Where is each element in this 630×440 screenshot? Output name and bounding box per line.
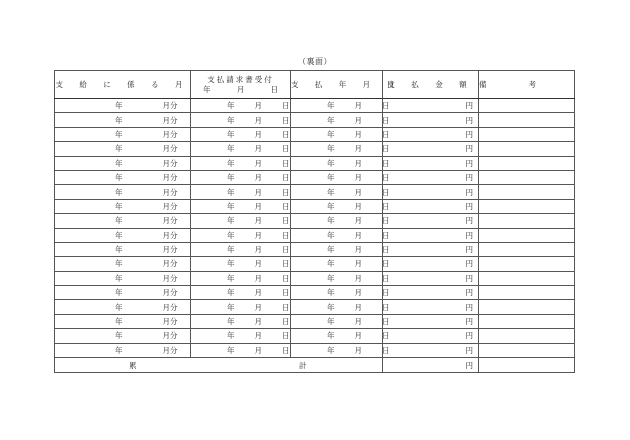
pay-date-cell[interactable] <box>291 170 390 184</box>
remarks-cell[interactable] <box>479 286 575 300</box>
period-year-unit: 年 <box>115 187 123 197</box>
receipt-year-unit: 年 <box>227 273 235 283</box>
pay-date-cell[interactable] <box>291 329 390 343</box>
pay-date-cell[interactable] <box>291 142 390 156</box>
receipt-date-cell[interactable] <box>191 156 291 170</box>
pay-year-unit: 年 <box>327 187 335 197</box>
period-month-unit: 月分 <box>162 216 178 226</box>
payment-ledger-table <box>54 70 575 373</box>
period-year-unit: 年 <box>115 273 123 283</box>
receipt-year-unit: 年 <box>227 158 235 168</box>
receipt-date-cell[interactable] <box>191 257 291 271</box>
period-month-unit: 月分 <box>162 273 178 283</box>
receipt-date-cell[interactable] <box>191 329 291 343</box>
pay-date-cell[interactable] <box>291 199 390 213</box>
remarks-cell[interactable] <box>479 300 575 314</box>
period-cell[interactable] <box>55 228 191 242</box>
period-cell[interactable] <box>55 300 191 314</box>
receipt-year-unit: 年 <box>227 245 235 255</box>
pay-day-unit: 日 <box>382 144 390 154</box>
pay-date-cell[interactable] <box>291 228 390 242</box>
period-month-unit: 月分 <box>162 230 178 240</box>
pay-day-unit: 日 <box>382 331 390 341</box>
receipt-day-unit: 日 <box>282 273 290 283</box>
cumulative-label-cell <box>55 358 383 373</box>
pay-day-unit: 日 <box>382 216 390 226</box>
receipt-year-unit: 年 <box>227 173 235 183</box>
receipt-year-unit: 年 <box>227 331 235 341</box>
pay-date-cell[interactable] <box>291 257 390 271</box>
remarks-cell[interactable] <box>479 228 575 242</box>
yen-unit: 円 <box>465 101 473 111</box>
receipt-day-unit: 日 <box>282 101 290 111</box>
ledger-row <box>55 199 575 213</box>
pay-date-cell[interactable] <box>291 156 390 170</box>
cumulative-label-b: 計 <box>299 361 307 371</box>
period-year-unit: 年 <box>115 144 123 154</box>
pay-year-unit: 年 <box>327 259 335 269</box>
receipt-day-unit: 日 <box>282 345 290 355</box>
header-receipt-year: 年 <box>203 84 211 94</box>
pay-date-cell[interactable] <box>291 300 390 314</box>
cumulative-amount-cell[interactable]: 円 <box>383 358 479 373</box>
header-period: 支 給 に 係 る 月 <box>55 71 191 99</box>
receipt-month-unit: 月 <box>254 115 262 125</box>
header-remarks-b: 考 <box>528 80 536 89</box>
remarks-cell[interactable] <box>479 199 575 213</box>
receipt-month-unit: 月 <box>254 317 262 327</box>
yen-unit: 円 <box>465 129 473 139</box>
receipt-date-cell[interactable] <box>191 199 291 213</box>
ledger-row <box>55 113 575 127</box>
receipt-year-unit: 年 <box>227 216 235 226</box>
receipt-day-unit: 日 <box>282 158 290 168</box>
header-remarks <box>479 71 575 99</box>
amount-cell[interactable] <box>383 300 479 314</box>
remarks-cell[interactable] <box>479 113 575 127</box>
period-year-unit: 年 <box>115 129 123 139</box>
pay-month-unit: 月 <box>354 331 362 341</box>
amount-cell[interactable] <box>383 99 479 113</box>
pay-day-unit: 日 <box>382 173 390 183</box>
page-side-label: （裏面） <box>298 57 332 66</box>
receipt-day-unit: 日 <box>282 230 290 240</box>
receipt-month-unit: 月 <box>254 101 262 111</box>
period-month-unit: 月分 <box>162 201 178 211</box>
ledger-row <box>55 329 575 343</box>
receipt-day-unit: 日 <box>282 216 290 226</box>
receipt-month-unit: 月 <box>254 259 262 269</box>
yen-unit: 円 <box>465 345 473 355</box>
pay-day-unit: 日 <box>382 317 390 327</box>
ledger-row <box>55 257 575 271</box>
receipt-day-unit: 日 <box>282 144 290 154</box>
yen-unit: 円 <box>465 187 473 197</box>
period-year-unit: 年 <box>115 201 123 211</box>
period-year-unit: 年 <box>115 259 123 269</box>
receipt-month-unit: 月 <box>254 302 262 312</box>
receipt-date-cell[interactable] <box>191 228 291 242</box>
ledger-row <box>55 142 575 156</box>
pay-day-unit: 日 <box>382 158 390 168</box>
remarks-cell[interactable] <box>479 99 575 113</box>
amount-cell[interactable] <box>383 242 479 256</box>
pay-month-unit: 月 <box>354 288 362 298</box>
receipt-day-unit: 日 <box>282 187 290 197</box>
pay-year-unit: 年 <box>327 345 335 355</box>
pay-day-unit: 日 <box>382 101 390 111</box>
period-month-unit: 月分 <box>162 158 178 168</box>
amount-cell[interactable] <box>383 286 479 300</box>
pay-month-unit: 月 <box>354 230 362 240</box>
receipt-date-cell[interactable] <box>191 127 291 141</box>
receipt-year-unit: 年 <box>227 345 235 355</box>
receipt-date-cell[interactable] <box>191 142 291 156</box>
pay-month-unit: 月 <box>354 129 362 139</box>
pay-month-unit: 月 <box>354 201 362 211</box>
period-year-unit: 年 <box>115 230 123 240</box>
pay-month-unit: 月 <box>354 158 362 168</box>
pay-year-unit: 年 <box>327 230 335 240</box>
amount-cell[interactable] <box>383 156 479 170</box>
receipt-year-unit: 年 <box>227 230 235 240</box>
remarks-cell[interactable] <box>479 214 575 228</box>
cumulative-remarks-cell[interactable] <box>479 358 575 373</box>
pay-month-unit: 月 <box>354 187 362 197</box>
pay-month-unit: 月 <box>354 345 362 355</box>
header-row <box>55 71 575 99</box>
receipt-month-unit: 月 <box>254 345 262 355</box>
receipt-date-cell[interactable] <box>191 314 291 328</box>
period-cell[interactable] <box>55 314 191 328</box>
amount-cell[interactable] <box>383 113 479 127</box>
amount-cell[interactable] <box>383 271 479 285</box>
pay-date-cell[interactable] <box>291 214 390 228</box>
remarks-cell[interactable] <box>479 185 575 199</box>
remarks-cell[interactable] <box>479 156 575 170</box>
yen-unit: 円 <box>465 201 473 211</box>
header-receipt-month: 月 <box>236 84 245 94</box>
period-cell[interactable] <box>55 185 191 199</box>
pay-month-unit: 月 <box>354 302 362 312</box>
period-cell[interactable] <box>55 271 191 285</box>
pay-year-unit: 年 <box>327 173 335 183</box>
pay-date-cell[interactable] <box>291 113 390 127</box>
period-cell[interactable] <box>55 113 191 127</box>
period-month-unit: 月分 <box>162 245 178 255</box>
yen-unit: 円 <box>465 273 473 283</box>
receipt-day-unit: 日 <box>282 115 290 125</box>
yen-unit: 円 <box>465 317 473 327</box>
pay-date-cell[interactable] <box>291 343 390 357</box>
receipt-day-unit: 日 <box>282 245 290 255</box>
yen-unit: 円 <box>465 288 473 298</box>
yen-unit: 円 <box>465 230 473 240</box>
period-year-unit: 年 <box>115 345 123 355</box>
pay-month-unit: 月 <box>354 259 362 269</box>
receipt-year-unit: 年 <box>227 115 235 125</box>
amount-cell[interactable] <box>383 199 479 213</box>
remarks-cell[interactable] <box>479 242 575 256</box>
amount-cell[interactable] <box>383 214 479 228</box>
period-cell[interactable] <box>55 329 191 343</box>
receipt-day-unit: 日 <box>282 259 290 269</box>
ledger-row <box>55 170 575 184</box>
ledger-row <box>55 185 575 199</box>
amount-cell[interactable] <box>383 257 479 271</box>
pay-year-unit: 年 <box>327 115 335 125</box>
receipt-date-cell[interactable] <box>191 170 291 184</box>
header-amount: 支 払 金 額 <box>383 71 479 99</box>
receipt-month-unit: 月 <box>254 187 262 197</box>
remarks-cell[interactable] <box>479 257 575 271</box>
pay-year-unit: 年 <box>327 245 335 255</box>
receipt-month-unit: 月 <box>254 144 262 154</box>
pay-month-unit: 月 <box>354 245 362 255</box>
period-month-unit: 月分 <box>162 259 178 269</box>
receipt-year-unit: 年 <box>227 201 235 211</box>
pay-year-unit: 年 <box>327 129 335 139</box>
receipt-date-cell[interactable] <box>191 286 291 300</box>
header-pay-date: 支 払 年 月 日 <box>291 71 383 99</box>
amount-cell[interactable] <box>383 127 479 141</box>
remarks-cell[interactable] <box>479 329 575 343</box>
pay-day-unit: 日 <box>382 345 390 355</box>
pay-date-cell[interactable] <box>291 314 390 328</box>
receipt-month-unit: 月 <box>254 216 262 226</box>
remarks-cell[interactable] <box>479 314 575 328</box>
period-month-unit: 月分 <box>162 331 178 341</box>
period-year-unit: 年 <box>115 158 123 168</box>
period-year-unit: 年 <box>115 115 123 125</box>
period-cell[interactable] <box>55 242 191 256</box>
yen-unit: 円 <box>465 144 473 154</box>
receipt-day-unit: 日 <box>282 331 290 341</box>
receipt-year-unit: 年 <box>227 144 235 154</box>
pay-month-unit: 月 <box>354 144 362 154</box>
pay-year-unit: 年 <box>327 101 335 111</box>
period-cell[interactable] <box>55 156 191 170</box>
pay-year-unit: 年 <box>327 273 335 283</box>
pay-day-unit: 日 <box>382 201 390 211</box>
yen-unit: 円 <box>465 302 473 312</box>
pay-date-cell[interactable] <box>291 99 390 113</box>
amount-cell[interactable] <box>383 228 479 242</box>
receipt-date-cell[interactable] <box>191 185 291 199</box>
period-year-unit: 年 <box>115 317 123 327</box>
receipt-day-unit: 日 <box>282 173 290 183</box>
header-receipt-title: 支払請求書受付 <box>207 74 274 84</box>
receipt-date-cell[interactable] <box>191 271 291 285</box>
ledger-row <box>55 300 575 314</box>
pay-day-unit: 日 <box>382 129 390 139</box>
receipt-date-cell[interactable] <box>191 214 291 228</box>
period-month-unit: 月分 <box>162 345 178 355</box>
pay-day-unit: 日 <box>382 230 390 240</box>
receipt-month-unit: 月 <box>254 245 262 255</box>
ledger-row <box>55 99 575 113</box>
receipt-month-unit: 月 <box>254 288 262 298</box>
pay-month-unit: 月 <box>354 216 362 226</box>
receipt-date-cell[interactable] <box>191 99 291 113</box>
receipt-day-unit: 日 <box>282 317 290 327</box>
period-year-unit: 年 <box>115 101 123 111</box>
period-month-unit: 月分 <box>162 317 178 327</box>
receipt-day-unit: 日 <box>282 288 290 298</box>
pay-year-unit: 年 <box>327 216 335 226</box>
receipt-month-unit: 月 <box>254 201 262 211</box>
header-receipt-date <box>191 71 291 99</box>
pay-day-unit: 日 <box>382 273 390 283</box>
pay-month-unit: 月 <box>354 173 362 183</box>
yen-unit: 円 <box>465 216 473 226</box>
receipt-date-cell[interactable] <box>191 343 291 357</box>
receipt-month-unit: 月 <box>254 129 262 139</box>
receipt-year-unit: 年 <box>227 288 235 298</box>
period-year-unit: 年 <box>115 216 123 226</box>
period-year-unit: 年 <box>115 302 123 312</box>
ledger-body <box>55 99 575 358</box>
period-year-unit: 年 <box>115 331 123 341</box>
amount-cell[interactable] <box>383 343 479 357</box>
receipt-day-unit: 日 <box>282 201 290 211</box>
pay-month-unit: 月 <box>354 115 362 125</box>
yen-unit: 円 <box>465 158 473 168</box>
ledger-row <box>55 242 575 256</box>
amount-cell[interactable] <box>383 170 479 184</box>
period-year-unit: 年 <box>115 288 123 298</box>
pay-day-unit: 日 <box>382 288 390 298</box>
pay-date-cell[interactable] <box>291 185 390 199</box>
receipt-month-unit: 月 <box>254 158 262 168</box>
pay-year-unit: 年 <box>327 302 335 312</box>
pay-day-unit: 日 <box>382 259 390 269</box>
ledger-row <box>55 314 575 328</box>
period-cell[interactable] <box>55 170 191 184</box>
remarks-cell[interactable] <box>479 343 575 357</box>
amount-cell[interactable] <box>383 314 479 328</box>
yen-unit: 円 <box>465 245 473 255</box>
period-cell[interactable] <box>55 214 191 228</box>
receipt-date-cell[interactable] <box>191 242 291 256</box>
ledger-row <box>55 271 575 285</box>
receipt-year-unit: 年 <box>227 302 235 312</box>
cumulative-label-a: 累 <box>129 361 137 371</box>
pay-day-unit: 日 <box>382 245 390 255</box>
receipt-day-unit: 日 <box>282 302 290 312</box>
pay-year-unit: 年 <box>327 331 335 341</box>
header-receipt-day: 日 <box>270 84 278 94</box>
yen-unit: 円 <box>465 115 473 125</box>
period-year-unit: 年 <box>115 173 123 183</box>
receipt-month-unit: 月 <box>254 273 262 283</box>
period-cell[interactable] <box>55 343 191 357</box>
amount-cell[interactable] <box>383 185 479 199</box>
period-month-unit: 月分 <box>162 101 178 111</box>
yen-unit: 円 <box>465 331 473 341</box>
amount-cell[interactable] <box>383 142 479 156</box>
header-remarks-a: 備 <box>479 80 487 89</box>
period-month-unit: 月分 <box>162 129 178 139</box>
pay-date-cell[interactable] <box>291 127 390 141</box>
pay-year-unit: 年 <box>327 144 335 154</box>
receipt-year-unit: 年 <box>227 317 235 327</box>
pay-date-cell[interactable] <box>291 242 390 256</box>
period-month-unit: 月分 <box>162 302 178 312</box>
ledger-row <box>55 343 575 357</box>
period-month-unit: 月分 <box>162 144 178 154</box>
pay-year-unit: 年 <box>327 288 335 298</box>
pay-month-unit: 月 <box>354 317 362 327</box>
pay-day-unit: 日 <box>382 302 390 312</box>
ledger-row <box>55 127 575 141</box>
period-cell[interactable] <box>55 286 191 300</box>
period-month-unit: 月分 <box>162 187 178 197</box>
receipt-year-unit: 年 <box>227 101 235 111</box>
period-month-unit: 月分 <box>162 115 178 125</box>
period-month-unit: 月分 <box>162 288 178 298</box>
yen-unit: 円 <box>465 259 473 269</box>
cumulative-row <box>55 358 575 373</box>
receipt-year-unit: 年 <box>227 187 235 197</box>
pay-date-cell[interactable] <box>291 271 390 285</box>
period-year-unit: 年 <box>115 245 123 255</box>
receipt-month-unit: 月 <box>254 173 262 183</box>
pay-month-unit: 月 <box>354 273 362 283</box>
receipt-month-unit: 月 <box>254 230 262 240</box>
ledger-row <box>55 214 575 228</box>
receipt-date-cell[interactable] <box>191 300 291 314</box>
period-cell[interactable] <box>55 127 191 141</box>
pay-date-cell[interactable] <box>291 286 390 300</box>
period-month-unit: 月分 <box>162 173 178 183</box>
receipt-month-unit: 月 <box>254 331 262 341</box>
pay-year-unit: 年 <box>327 158 335 168</box>
period-cell[interactable] <box>55 99 191 113</box>
remarks-cell[interactable] <box>479 170 575 184</box>
receipt-year-unit: 年 <box>227 129 235 139</box>
ledger-row <box>55 228 575 242</box>
amount-cell[interactable] <box>383 329 479 343</box>
remarks-cell[interactable] <box>479 127 575 141</box>
pay-day-unit: 日 <box>382 187 390 197</box>
period-cell[interactable] <box>55 257 191 271</box>
period-cell[interactable] <box>55 199 191 213</box>
yen-unit: 円 <box>465 173 473 183</box>
ledger-row <box>55 286 575 300</box>
remarks-cell[interactable] <box>479 271 575 285</box>
remarks-cell[interactable] <box>479 142 575 156</box>
pay-day-unit: 日 <box>382 115 390 125</box>
pay-year-unit: 年 <box>327 201 335 211</box>
pay-month-unit: 月 <box>354 101 362 111</box>
period-cell[interactable] <box>55 142 191 156</box>
pay-year-unit: 年 <box>327 317 335 327</box>
receipt-year-unit: 年 <box>227 259 235 269</box>
receipt-date-cell[interactable] <box>191 113 291 127</box>
receipt-day-unit: 日 <box>282 129 290 139</box>
ledger-row <box>55 156 575 170</box>
